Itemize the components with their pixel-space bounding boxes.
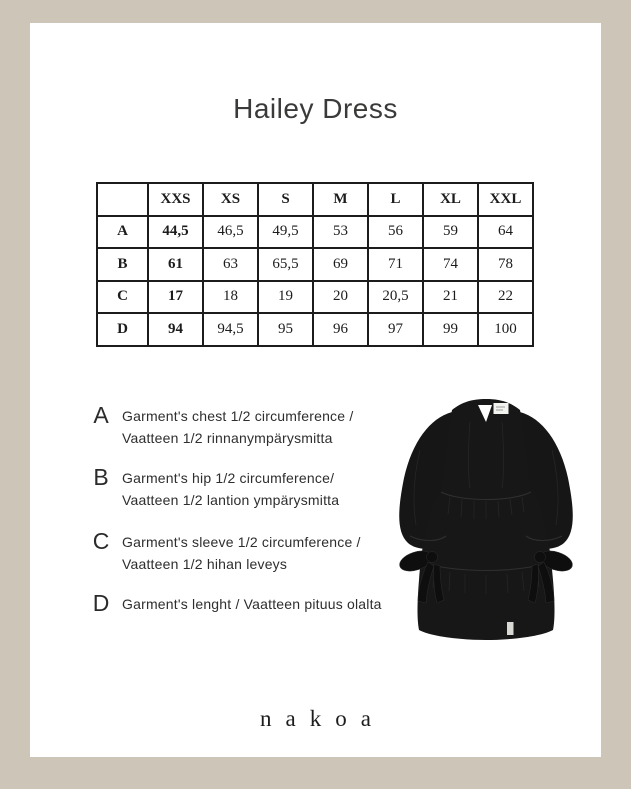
legend-line: Vaatteen 1/2 rinnanympärysmitta: [122, 429, 333, 446]
table-cell: 21: [423, 281, 478, 314]
size-header-xxl: XXL: [478, 183, 533, 216]
legend-item-d: [88, 590, 382, 616]
table-cell: 100: [478, 313, 533, 346]
legend-item-a: [88, 402, 354, 449]
table-cell: 53: [313, 216, 368, 249]
dress-image: [390, 390, 582, 646]
table-row-d: [97, 313, 533, 346]
legend-line: Garment's chest 1/2 circumference /: [122, 408, 354, 424]
legend-letter-b: B: [93, 464, 109, 490]
size-chart-card: [30, 23, 601, 757]
table-cell: 74: [423, 248, 478, 281]
legend-line: Garment's lenght / Vaatteen pituus olalta: [122, 596, 382, 612]
table-cell: 46,5: [203, 216, 258, 249]
dress-neck-label: [494, 403, 509, 414]
table-cell: 20: [313, 281, 368, 314]
row-label-d: D: [97, 313, 148, 346]
table-cell: 63: [203, 248, 258, 281]
legend-letter-c: C: [92, 528, 110, 554]
row-label-a: A: [97, 216, 148, 249]
table-row-a: [97, 216, 533, 249]
size-header-s: S: [258, 183, 313, 216]
table-row-b: [97, 248, 533, 281]
legend-line: Vaatteen 1/2 hihan leveys: [122, 555, 288, 572]
table-cell: 56: [368, 216, 423, 249]
table-cell: 94,5: [203, 313, 258, 346]
table-cell: 78: [478, 248, 533, 281]
table-cell: 71: [368, 248, 423, 281]
table-cell: 65,5: [258, 248, 313, 281]
table-cell: 18: [203, 281, 258, 314]
size-header-xxs: XXS: [148, 183, 203, 216]
row-label-c: C: [97, 281, 148, 314]
table-cell: 69: [313, 248, 368, 281]
legend-letter-d: D: [92, 590, 110, 616]
size-header-xs: XS: [203, 183, 258, 216]
table-cell: 19: [258, 281, 313, 314]
table-cell: 95: [258, 313, 313, 346]
legend-item-b: [88, 464, 340, 511]
table-cell: 59: [423, 216, 478, 249]
legend-line: Garment's sleeve 1/2 circumference /: [122, 534, 361, 550]
dress-hem-tag: [507, 622, 514, 635]
table-cell: 49,5: [258, 216, 313, 249]
legend-item-c: [88, 528, 361, 575]
brand-logo: nakoa: [260, 706, 385, 731]
legend-line: Vaatteen 1/2 lantion ympärysmitta: [122, 491, 340, 508]
table-cell: 22: [478, 281, 533, 314]
table-cell: 96: [313, 313, 368, 346]
corner-cell: [97, 183, 148, 216]
table-cell: 44,5: [148, 216, 203, 249]
size-header-xl: XL: [423, 183, 478, 216]
table-cell: 99: [423, 313, 478, 346]
table-cell: 20,5: [368, 281, 423, 314]
size-header-l: L: [368, 183, 423, 216]
table-cell: 61: [148, 248, 203, 281]
row-label-b: B: [97, 248, 148, 281]
table-header-row: [97, 183, 533, 216]
page-title: Hailey Dress: [233, 93, 398, 124]
table-cell: 97: [368, 313, 423, 346]
legend-letter-a: A: [93, 402, 109, 428]
legend-line: Garment's hip 1/2 circumference/: [122, 470, 335, 486]
size-chart-table: [96, 182, 534, 347]
size-header-m: M: [313, 183, 368, 216]
table-cell: 64: [478, 216, 533, 249]
table-cell: 17: [148, 281, 203, 314]
table-cell: 94: [148, 313, 203, 346]
table-row-c: [97, 281, 533, 314]
